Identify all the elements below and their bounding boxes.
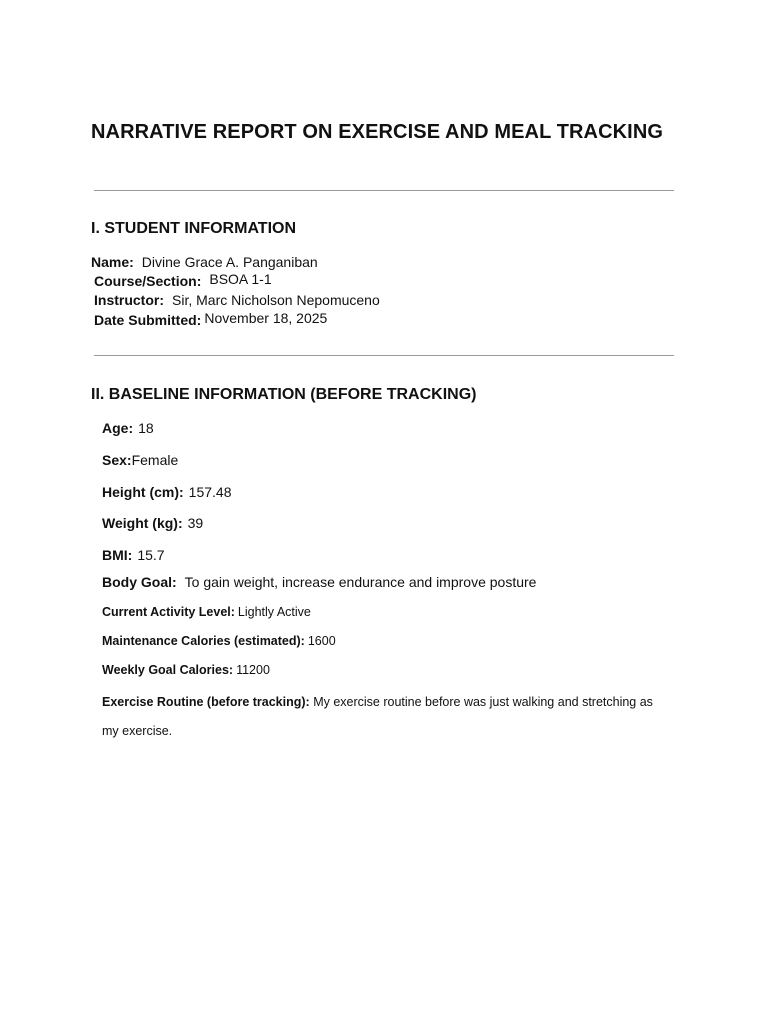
field-maintenance-calories (102, 632, 336, 650)
field-weight-label: Weight (kg): (102, 515, 183, 531)
field-course-label: Course/Section: (94, 273, 202, 289)
field-exercise-label: Exercise Routine (before tracking): (102, 695, 310, 709)
field-weight-value: 39 (187, 515, 204, 531)
field-name-label: Name: (91, 254, 134, 270)
field-bmi-label: BMI: (102, 547, 133, 563)
field-weekly-goal-calories (102, 661, 270, 679)
divider-middle (94, 355, 674, 356)
field-date-label: Date Submitted: (94, 312, 202, 328)
field-name-value: Divine Grace A. Panganiban (141, 254, 318, 270)
field-weight (102, 514, 203, 532)
section-heading-student-info: I. STUDENT INFORMATION (91, 220, 297, 237)
field-course (94, 272, 272, 290)
field-date-submitted (94, 311, 327, 329)
field-sex-label: Sex: (102, 452, 132, 468)
field-activity-value: Lightly Active (237, 605, 311, 619)
field-activity-level (102, 603, 311, 621)
field-date-value: November 18, 2025 (204, 310, 328, 326)
field-bmi (102, 546, 165, 564)
field-maintenance-value: 1600 (307, 634, 336, 648)
field-activity-label: Current Activity Level: (102, 605, 235, 619)
field-body-goal-value: To gain weight, increase endurance and improve posture (184, 574, 537, 590)
field-age (102, 419, 154, 437)
field-name (91, 253, 318, 271)
field-body-goal (102, 573, 536, 591)
field-sex (102, 451, 178, 469)
field-height-label: Height (cm): (102, 484, 184, 500)
field-weekly-label: Weekly Goal Calories: (102, 663, 234, 677)
field-weekly-value: 11200 (236, 663, 270, 677)
section-heading-baseline: II. BASELINE INFORMATION (BEFORE TRACKING) (91, 386, 477, 403)
field-body-goal-label: Body Goal: (102, 574, 177, 590)
field-instructor-label: Instructor: (94, 292, 164, 308)
field-height-value: 157.48 (188, 484, 232, 500)
field-sex-value: Female (131, 452, 179, 468)
page-title: NARRATIVE REPORT ON EXERCISE AND MEAL TRACKING (91, 121, 664, 143)
divider-top (94, 190, 674, 191)
field-instructor-value: Sir, Marc Nicholson Nepomuceno (172, 292, 380, 308)
field-exercise-value: My exercise routine before was just walking and stretching as my exercise. (102, 695, 653, 738)
field-course-value: BSOA 1-1 (209, 271, 272, 287)
field-instructor (94, 291, 380, 309)
field-height (102, 483, 232, 501)
field-age-value: 18 (138, 420, 154, 436)
field-maintenance-label: Maintenance Calories (estimated): (102, 634, 305, 648)
field-exercise-routine (102, 688, 672, 746)
field-bmi-value: 15.7 (137, 547, 165, 563)
field-age-label: Age: (102, 420, 134, 436)
